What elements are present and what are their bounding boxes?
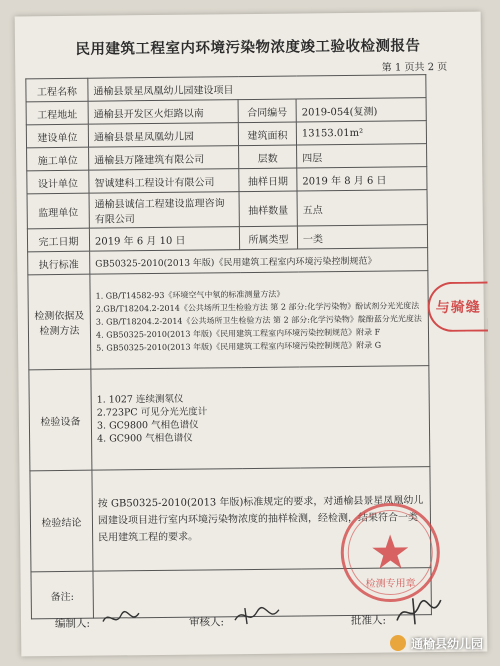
compiler-signature — [101, 607, 141, 629]
compiler-label: 编制人: — [54, 617, 91, 631]
basis-list — [90, 271, 429, 370]
design-unit-label: 设计单位 — [27, 170, 89, 194]
list-item: 1. 1027 连续测氡仪 — [96, 393, 184, 406]
build-unit-value: 通榆县景星凤凰幼儿园 — [88, 123, 238, 148]
signature-row — [54, 612, 465, 631]
standard-label: 执行标准 — [28, 251, 90, 275]
contract-no-label: 合同编号 — [238, 99, 296, 123]
equipment-list — [91, 366, 430, 471]
list-item: 1. GB/T14582-93《环境空气中氡的标准测量方法》 — [95, 289, 285, 301]
sample-count-label: 抽样数量 — [239, 191, 297, 227]
reviewer-signature — [233, 604, 281, 629]
wechat-logo-icon — [390, 635, 406, 651]
complete-date-label: 完工日期 — [27, 228, 89, 252]
build-unit-label: 建设单位 — [26, 124, 88, 148]
construct-unit-value: 通榆县万隆建筑有限公司 — [89, 146, 239, 171]
table-row — [29, 366, 430, 471]
category-value: 一类 — [297, 225, 427, 249]
official-stamp — [338, 500, 443, 605]
sample-date-value: 2019 年 8 月 6 日 — [297, 167, 427, 191]
conclusion-text: 按 GB50325-2010(2013 年版)标准规定的要求，对通榆县景星凤凰幼儿园建设项目进行室内环境污染物浓度的抽样检测，经检测，结果符合一类民用建筑工程的要求。 — [92, 467, 431, 572]
remark-label: 备注: — [31, 571, 93, 619]
table-row — [27, 190, 427, 229]
construct-unit-label: 施工单位 — [27, 147, 89, 171]
sample-count-value: 五点 — [297, 190, 427, 226]
project-name-label: 工程名称 — [26, 78, 88, 102]
list-item: 2.GB/T18204.2-2014《公共场所卫生检验方法 第 2 部分:化学污染物》酚试剂分光光度法 — [95, 300, 420, 314]
list-item: 3. GB/T18204.2-2014《公共场所卫生检验方法 第 2 部分:化学污染物》靛酚蓝分光光度法 — [95, 313, 422, 327]
floors-value: 四层 — [297, 144, 427, 168]
report-sheet — [15, 12, 488, 657]
area-label: 建筑面积 — [238, 122, 296, 146]
location-value: 通榆县开发区火炬路以南 — [88, 100, 238, 125]
page-number: 第 1 页共 2 页 — [381, 61, 448, 74]
standard-value: GB50325-2010(2013 年版)《民用建筑工程室内环境污染控制规范》 — [90, 248, 428, 275]
category-label: 所属类型 — [239, 226, 297, 250]
watermark-text: 通榆县幼儿园 — [411, 636, 484, 651]
approver-signature — [393, 596, 443, 627]
project-name-value: 通榆县景星凤凰幼儿园建设项目 — [88, 75, 426, 102]
basis-label: 检测依据及检测方法 — [28, 274, 91, 370]
floors-label: 层数 — [239, 145, 297, 169]
stamp-center-text: 检测专用章 — [365, 578, 416, 590]
report-title: 民用建筑工程室内环境污染物浓度竣工验收检测报告 — [75, 37, 421, 58]
approver-label: 批准人: — [350, 614, 387, 627]
sample-date-label: 抽样日期 — [239, 168, 297, 192]
design-unit-value: 智诚建科工程设计有限公司 — [89, 169, 239, 194]
list-item: 3. GC9800 气相色谱仪 — [96, 419, 199, 432]
seam-stamp: 与骑缝 — [427, 282, 488, 333]
reviewer-label: 审核人: — [188, 616, 225, 629]
supervise-unit-value: 通榆县诚信工程建设监理咨询有限公司 — [89, 192, 239, 229]
supervise-unit-label: 监理单位 — [27, 193, 89, 229]
list-item: 4. GB50325-2010(2013 年版)《民用建筑工程室内环境污染控制规范》附录 F — [95, 327, 381, 340]
conclusion-label: 检验结论 — [30, 470, 93, 572]
watermark — [390, 630, 496, 656]
equipment-label: 检验设备 — [29, 369, 92, 471]
list-item: 2.723PC 可见分光光度计 — [96, 406, 208, 419]
area-value: 13153.01m² — [296, 121, 426, 145]
location-label: 工程地址 — [26, 101, 88, 125]
complete-date-value: 2019 年 6 月 10 日 — [89, 227, 239, 252]
list-item: 5. GB50325-2010(2013 年版)《民用建筑工程室内环境污染控制规范》附录 G — [96, 340, 382, 353]
stamp-star-icon — [372, 534, 408, 568]
contract-no-value: 2019-054(复测) — [296, 98, 426, 122]
list-item: 4. GC900 气相色谱仪 — [97, 432, 193, 445]
table-row — [28, 271, 429, 370]
